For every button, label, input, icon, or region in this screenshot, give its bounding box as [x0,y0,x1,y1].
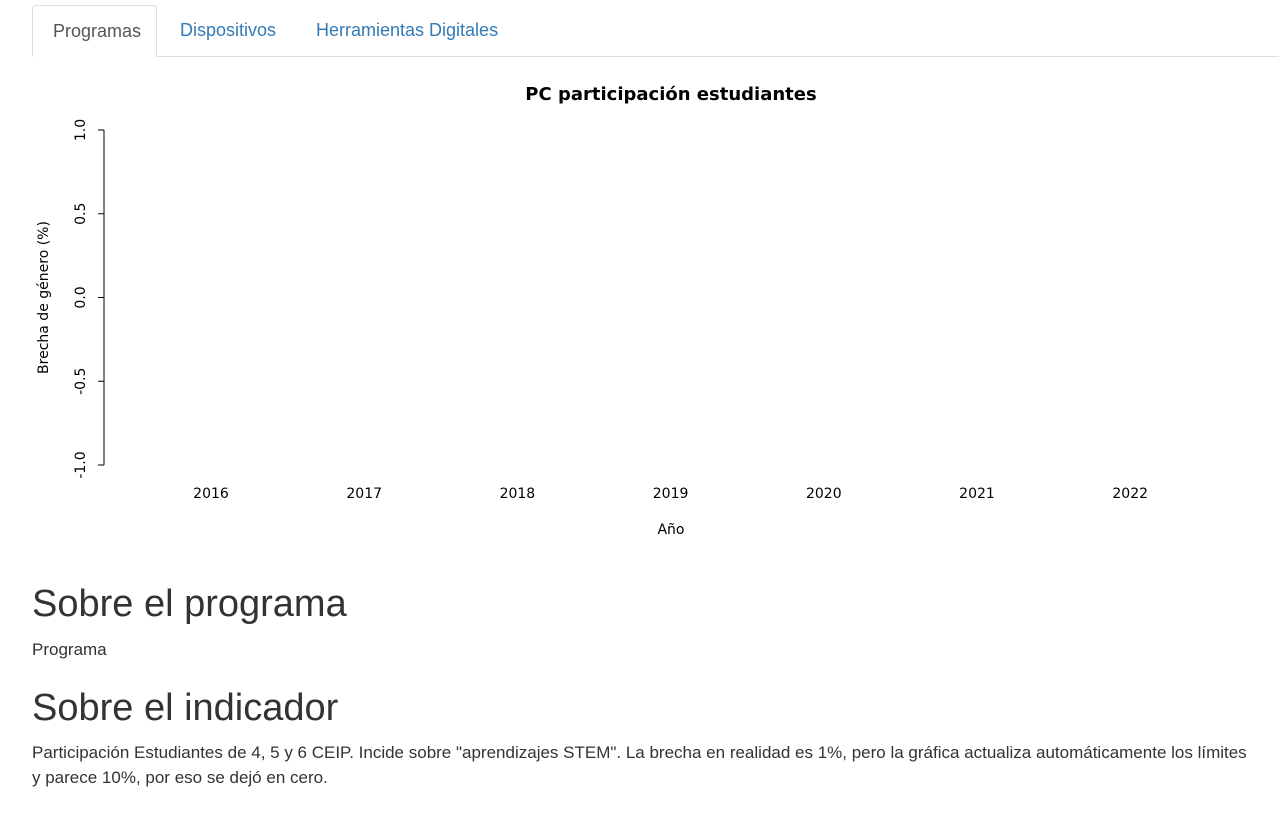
x-tick-label: 2021 [959,486,995,502]
tab-programas[interactable]: Programas [32,5,157,57]
y-tick-label: 1.0 [73,118,89,142]
x-tick-label: 2018 [499,486,536,502]
section-heading-indicador: Sobre el indicador [32,687,339,729]
chart-svg [32,70,1279,550]
tab-bar [32,5,1279,57]
x-tick-label: 2022 [1112,486,1149,502]
section-text-indicador: Participación Estudiantes de 4, 5 y 6 CEIP. Incide sobre "aprendizajes STEM". La brecha en realidad es 1%, pero la gráfica actualiza automáticamente los límites y parece 10%, por eso se dejó en cero. [32,743,1247,787]
y-tick-label: -1.0 [73,451,89,479]
tab-herramientas-digitales[interactable]: Herramientas Digitales [316,20,499,40]
y-axis-label: Brecha de género (%) [36,221,52,374]
chart-title: PC participación estudiantes [525,84,817,105]
x-tick-label: 2016 [193,486,229,502]
section-heading-programa: Sobre el programa [32,583,347,625]
x-axis-ticks [193,486,1148,502]
y-tick-label: 0.0 [73,286,89,309]
x-tick-label: 2020 [805,486,842,502]
x-axis-label: Año [657,522,685,538]
tab-dispositivos[interactable]: Dispositivos [180,20,277,40]
x-tick-label: 2017 [346,486,383,502]
x-tick-label: 2019 [652,486,689,502]
y-axis-ticks [73,119,104,479]
chart [32,70,1279,550]
section-text-programa: Programa [32,640,107,659]
y-tick-label: -0.5 [73,367,89,395]
y-tick-label: 0.5 [73,202,89,225]
